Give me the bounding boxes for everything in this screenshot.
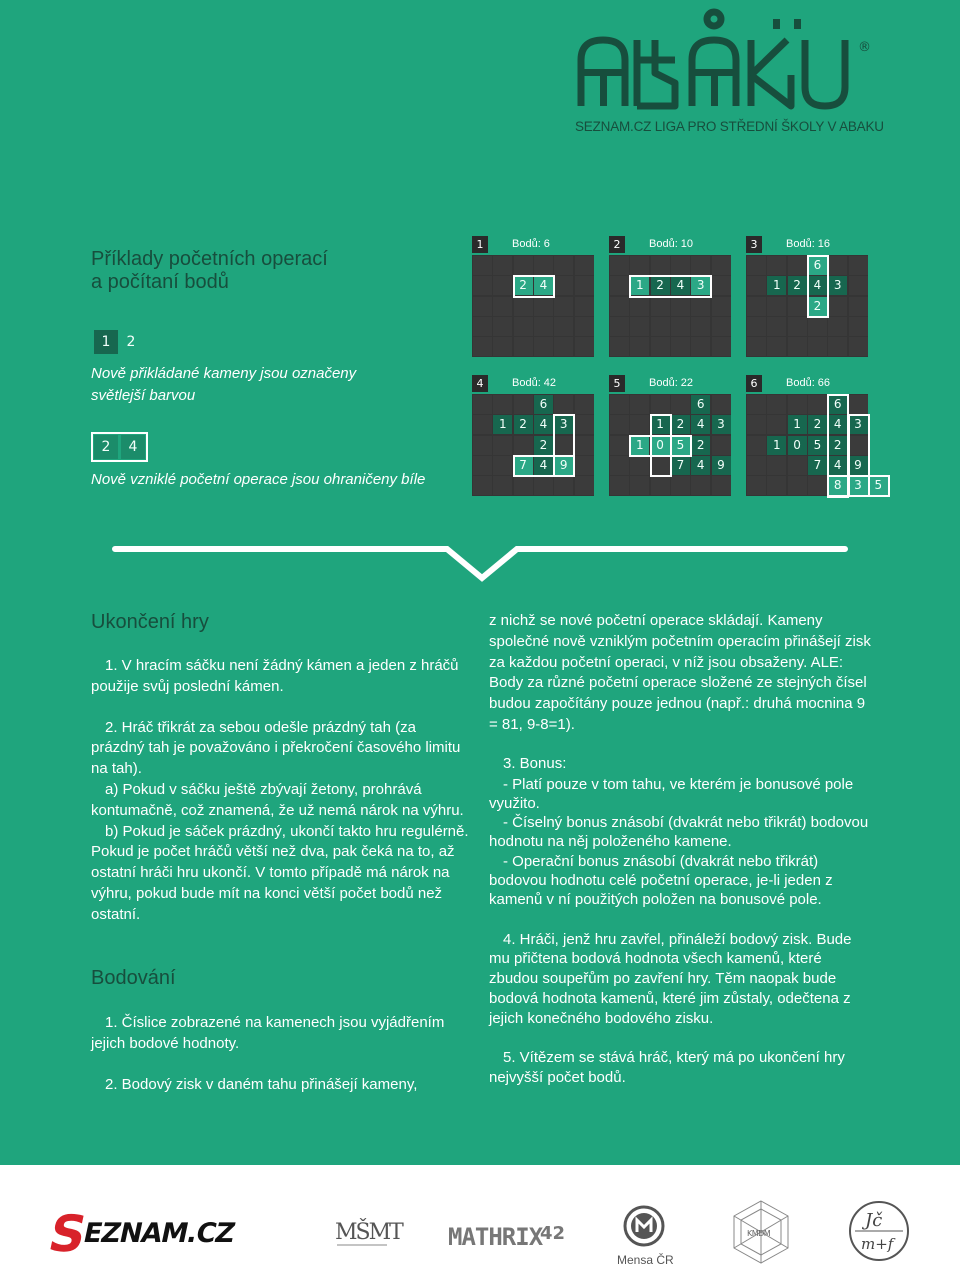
board-cell [808, 317, 827, 336]
board-number: 3 [746, 236, 762, 253]
board-cell [767, 297, 786, 316]
board-cell [788, 456, 807, 475]
board-score: Bodů: 66 [786, 377, 831, 389]
placed-stone: 1 [767, 276, 786, 295]
board-cell [808, 395, 827, 414]
new-stone: 1 [630, 276, 649, 295]
board-score: Bodů: 6 [512, 238, 550, 250]
board-cell [712, 395, 731, 414]
board-cell [651, 256, 670, 275]
board-cell [575, 456, 594, 475]
board-cell [534, 256, 553, 275]
legend-operation-text: Nově vzniklé početní operace jsou ohraničeny bíle [91, 471, 426, 488]
board-cell [788, 297, 807, 316]
legend-new-stones-line1: Nově přikládané kameny jsou označeny [91, 365, 357, 382]
mensa-logo-text: Mensa ČR [617, 1253, 674, 1267]
scoring-rules-right [489, 611, 874, 1089]
scoring-rule-2-cont: z nichž se nové početní operace skládají. Kameny společné nově vzniklým početním operacím přinášejí zisk za každou početní operaci, v níž jsou obsaženy. ALE: Body za různé početní operace složené ze stejných čísel budou započítány pouze jednou (např.: druhá mocnina 9 = 81, 9-8=1). [489, 612, 871, 733]
legend-stone-old: 1 [94, 330, 118, 354]
placed-stone: 4 [691, 415, 710, 434]
board-cell [554, 276, 573, 295]
board-cell [575, 436, 594, 455]
msmt-logo[interactable] [335, 1215, 402, 1257]
board-cell [575, 297, 594, 316]
board-number: 6 [746, 375, 762, 392]
example-board-3 [746, 255, 868, 357]
placed-stone: 9 [849, 456, 868, 475]
board-cell [575, 276, 594, 295]
board-score: Bodů: 10 [649, 238, 694, 250]
jc-logo-top: Jč [865, 1210, 883, 1231]
board-cell [493, 395, 512, 414]
board-cell [514, 395, 533, 414]
board-cell [747, 476, 766, 495]
placed-stone: 4 [828, 415, 847, 434]
board-cell [514, 297, 533, 316]
board-cell [493, 436, 512, 455]
placed-stone: 1 [788, 415, 807, 434]
board-cell [651, 456, 670, 475]
new-stone: 2 [808, 297, 827, 316]
placed-stone: 3 [828, 276, 847, 295]
board-cell [747, 456, 766, 475]
jc-logo-bottom: m+f [861, 1235, 894, 1253]
board-cell [610, 276, 629, 295]
board-cell [788, 395, 807, 414]
board-cell [767, 317, 786, 336]
board-cell [828, 337, 847, 356]
board-cell [534, 337, 553, 356]
board-cell [534, 476, 553, 495]
mensa-logo[interactable] [613, 1205, 675, 1267]
board-cell [747, 256, 766, 275]
board-cell [671, 317, 690, 336]
board-cell [554, 395, 573, 414]
board-score: Bodů: 16 [786, 238, 831, 250]
board-cell [514, 337, 533, 356]
scoring-rule-4: 4. Hráči, jenž hru zavřel, přináleží bodový zisk. Bude mu přičtena bodová hodnota všech kamenů, které zbudou soupeřům po zavření hry. Těm naopak bude bodová hodnota kamenů, které jim zůstaly, odečtena z jejich konečného bodového zisku. [489, 930, 852, 1027]
new-stone: 7 [514, 456, 533, 475]
board-cell [554, 297, 573, 316]
board-cell [630, 415, 649, 434]
board-cell [691, 337, 710, 356]
board-cell [849, 436, 868, 455]
placed-stone: 2 [534, 436, 553, 455]
board-cell [651, 337, 670, 356]
example-board-1 [472, 255, 594, 357]
board-cell [747, 395, 766, 414]
end-rule-1: 1. V hracím sáčku není žádný kámen a jeden z hráčů použije svůj poslední kámen. [91, 657, 459, 695]
placed-stone: 2 [651, 276, 670, 295]
board-cell [671, 476, 690, 495]
board-cell [575, 317, 594, 336]
kmdm-logo-text: KMDM [747, 1229, 771, 1238]
board-cell [767, 337, 786, 356]
new-stone: 3 [691, 276, 710, 295]
end-of-game-rules [91, 656, 471, 926]
legend-new-stones-text [91, 363, 356, 407]
kmdm-logo[interactable] [728, 1199, 794, 1265]
board-cell [849, 337, 868, 356]
board-cell [712, 297, 731, 316]
examples-title [91, 248, 328, 294]
board-cell [534, 317, 553, 336]
board-cell [849, 276, 868, 295]
board-cell [473, 456, 492, 475]
board-cell [630, 317, 649, 336]
end-rule-2b: b) Pokud je sáček prázdný, ukončí takto hru regulérně. Pokud je počet hráčů větší než dva, pak čeká na to, až ostatní hráči hru ukončí. V tomto případě má nárok na výhru, pokud bude mít na konci větší počet bodů než ostatní. [91, 822, 469, 923]
placed-stone: 3 [849, 415, 868, 434]
board-cell [767, 256, 786, 275]
board-cell [534, 297, 553, 316]
board-cell [514, 436, 533, 455]
legend-op-stone-1: 2 [94, 435, 118, 459]
board-score: Bodů: 22 [649, 377, 694, 389]
board-cell [747, 317, 766, 336]
new-stone: 8 [828, 476, 847, 495]
examples-title-line2: a počítaní bodů [91, 271, 229, 293]
board-cell [630, 337, 649, 356]
board-cell [493, 317, 512, 336]
board-cell [671, 337, 690, 356]
placed-stone: 2 [788, 276, 807, 295]
new-stone: 5 [869, 476, 888, 495]
board-cell [630, 476, 649, 495]
scoring-rule-2-start: 2. Bodový zisk v daném tahu přinášejí kameny, [105, 1075, 418, 1093]
example-board-5 [609, 394, 731, 496]
placed-stone: 6 [691, 395, 710, 414]
board-cell [747, 337, 766, 356]
legend-new-stones-line2: světlejší barvou [91, 387, 196, 404]
board-cell [788, 476, 807, 495]
board-cell [473, 476, 492, 495]
board-cell [712, 337, 731, 356]
new-stone: 1 [630, 436, 649, 455]
board-number: 2 [609, 236, 625, 253]
placed-stone: 4 [691, 456, 710, 475]
placed-stone: 7 [671, 456, 690, 475]
board-cell [575, 256, 594, 275]
board-cell [514, 256, 533, 275]
board-cell [651, 476, 670, 495]
placed-stone: 3 [554, 415, 573, 434]
board-cell [691, 256, 710, 275]
board-cell [828, 297, 847, 316]
board-cell [554, 256, 573, 275]
placed-stone: 4 [671, 276, 690, 295]
board-score: Bodů: 42 [512, 377, 557, 389]
new-stone: 6 [808, 256, 827, 275]
placed-stone: 1 [767, 436, 786, 455]
board-cell [828, 256, 847, 275]
new-stone: 0 [651, 436, 670, 455]
board-cell [473, 297, 492, 316]
board-cell [712, 476, 731, 495]
board-cell [473, 337, 492, 356]
board-cell [630, 456, 649, 475]
board-cell [712, 276, 731, 295]
board-cell [849, 256, 868, 275]
board-cell [554, 317, 573, 336]
example-board-2 [609, 255, 731, 357]
board-cell [788, 256, 807, 275]
board-cell [610, 317, 629, 336]
board-cell [610, 476, 629, 495]
board-cell [630, 297, 649, 316]
board-cell [473, 415, 492, 434]
board-cell [747, 297, 766, 316]
scoring-title: Bodování [91, 967, 176, 989]
board-cell [651, 395, 670, 414]
placed-stone: 4 [534, 415, 553, 434]
placed-stone: 3 [712, 415, 731, 434]
board-cell [808, 337, 827, 356]
board-cell [493, 256, 512, 275]
board-cell [473, 276, 492, 295]
board-cell [493, 276, 512, 295]
board-cell [514, 317, 533, 336]
end-of-game-title: Ukončení hry [91, 611, 209, 633]
mathrix-logo[interactable] [448, 1217, 568, 1253]
board-cell [575, 476, 594, 495]
board-cell [691, 476, 710, 495]
board-cell [849, 317, 868, 336]
board-cell [747, 436, 766, 455]
board-cell [493, 456, 512, 475]
board-cell [651, 297, 670, 316]
board-cell [849, 395, 868, 414]
board-cell [767, 456, 786, 475]
new-stone: 3 [849, 476, 868, 495]
placed-stone: 4 [808, 276, 827, 295]
placed-stone: 4 [828, 456, 847, 475]
board-cell [575, 415, 594, 434]
board-cell [849, 297, 868, 316]
new-stone: 2 [514, 276, 533, 295]
board-cell [691, 317, 710, 336]
example-board-4 [472, 394, 594, 496]
placed-stone: 2 [808, 415, 827, 434]
placed-stone: 4 [534, 456, 553, 475]
board-cell [493, 337, 512, 356]
placed-stone: 1 [651, 415, 670, 434]
end-rule-2: 2. Hráč třikrát za sebou odešle prázdný tah (za prázdný tah je považováno i překročení časového limitu na tah). [91, 718, 461, 778]
board-cell [747, 415, 766, 434]
placed-stone: 9 [712, 456, 731, 475]
seznam-logo[interactable] [43, 1204, 285, 1263]
bonus-rule-2: - Číselný bonus znásobí (dvakrát nebo třikrát) bodovou hodnotu na něj položeného kamene. [489, 814, 869, 851]
board-cell [712, 317, 731, 336]
board-cell [575, 337, 594, 356]
bonus-rule-1: - Platí pouze v tom tahu, ve kterém je bonusové pole využito. [489, 775, 854, 812]
placed-stone: 0 [788, 436, 807, 455]
board-cell [610, 395, 629, 414]
board-cell [554, 337, 573, 356]
board-cell [788, 337, 807, 356]
board-cell [630, 395, 649, 414]
new-stone: 4 [534, 276, 553, 295]
board-cell [610, 297, 629, 316]
board-cell [788, 317, 807, 336]
board-cell [671, 256, 690, 275]
board-cell [610, 415, 629, 434]
seznam-logo-initial: S [43, 1204, 92, 1263]
bonus-rule-3: - Operační bonus znásobí (dvakrát nebo třikrát) bodovou hodnotu celé početní operace, je-li jeden z kamenů v ní použitých položen na bonusové pole. [489, 852, 833, 909]
placed-stone: 7 [808, 456, 827, 475]
board-cell [691, 297, 710, 316]
abaku-logo [575, 5, 875, 117]
board-cell [828, 317, 847, 336]
scoring-rule-5: 5. Vítězem se stává hráč, který má po ukončení hry nejvyšší počet bodů. [489, 1048, 845, 1087]
placed-stone: 6 [534, 395, 553, 414]
board-number: 1 [472, 236, 488, 253]
board-cell [630, 256, 649, 275]
board-cell [671, 395, 690, 414]
board-cell [767, 415, 786, 434]
board-number: 4 [472, 375, 488, 392]
jc-mf-logo[interactable] [847, 1199, 911, 1263]
scoring-rule-1: 1. Číslice zobrazené na kamenech jsou vyjádřením jejich bodové hodnoty. [91, 1014, 445, 1052]
board-cell [610, 337, 629, 356]
board-cell [575, 395, 594, 414]
placed-stone: 6 [828, 395, 847, 414]
seznam-logo-text: EZNAM.CZ [80, 1218, 238, 1249]
board-cell [473, 317, 492, 336]
mathrix-logo-text: MATHRIX [448, 1223, 543, 1251]
board-cell [671, 297, 690, 316]
new-stone: 9 [554, 456, 573, 475]
mathrix-logo-number: 42 [540, 1223, 566, 1244]
board-cell [712, 436, 731, 455]
board-cell [610, 456, 629, 475]
board-cell [747, 276, 766, 295]
new-stone: 5 [671, 436, 690, 455]
legend-op-stone-2: 4 [121, 435, 145, 459]
logo-subtitle: SEZNAM.CZ LIGA PRO STŘEDNÍ ŠKOLY V ABAKU [575, 119, 884, 134]
board-cell [473, 256, 492, 275]
board-cell [473, 436, 492, 455]
placed-stone: 2 [671, 415, 690, 434]
placed-stone: 5 [808, 436, 827, 455]
examples-title-line1: Příklady početních operací [91, 248, 328, 270]
sponsor-footer [0, 1165, 960, 1267]
board-cell [514, 476, 533, 495]
example-board-6 [746, 394, 883, 496]
board-cell [651, 317, 670, 336]
placed-stone: 2 [691, 436, 710, 455]
legend-stone-new: 2 [126, 334, 136, 350]
scoring-rules-left [91, 1013, 461, 1095]
placed-stone: 2 [514, 415, 533, 434]
board-cell [493, 297, 512, 316]
placed-stone: 1 [493, 415, 512, 434]
registered-mark: ® [858, 40, 871, 55]
end-rule-2a: a) Pokud v sáčku ještě zbývají žetony, prohrává kontumačně, což znamená, že už nemá nárok na výhru. [91, 780, 464, 819]
board-number: 5 [609, 375, 625, 392]
board-cell [767, 476, 786, 495]
board-cell [610, 436, 629, 455]
bonus-title: 3. Bonus: [503, 754, 567, 772]
board-cell [493, 476, 512, 495]
board-cell [473, 395, 492, 414]
section-divider [110, 540, 850, 585]
board-cell [808, 476, 827, 495]
board-cell [554, 476, 573, 495]
msmt-logo-text: MŠMT [335, 1220, 402, 1245]
board-cell [767, 395, 786, 414]
board-cell [554, 436, 573, 455]
board-cell [712, 256, 731, 275]
board-cell [610, 256, 629, 275]
placed-stone: 2 [828, 436, 847, 455]
